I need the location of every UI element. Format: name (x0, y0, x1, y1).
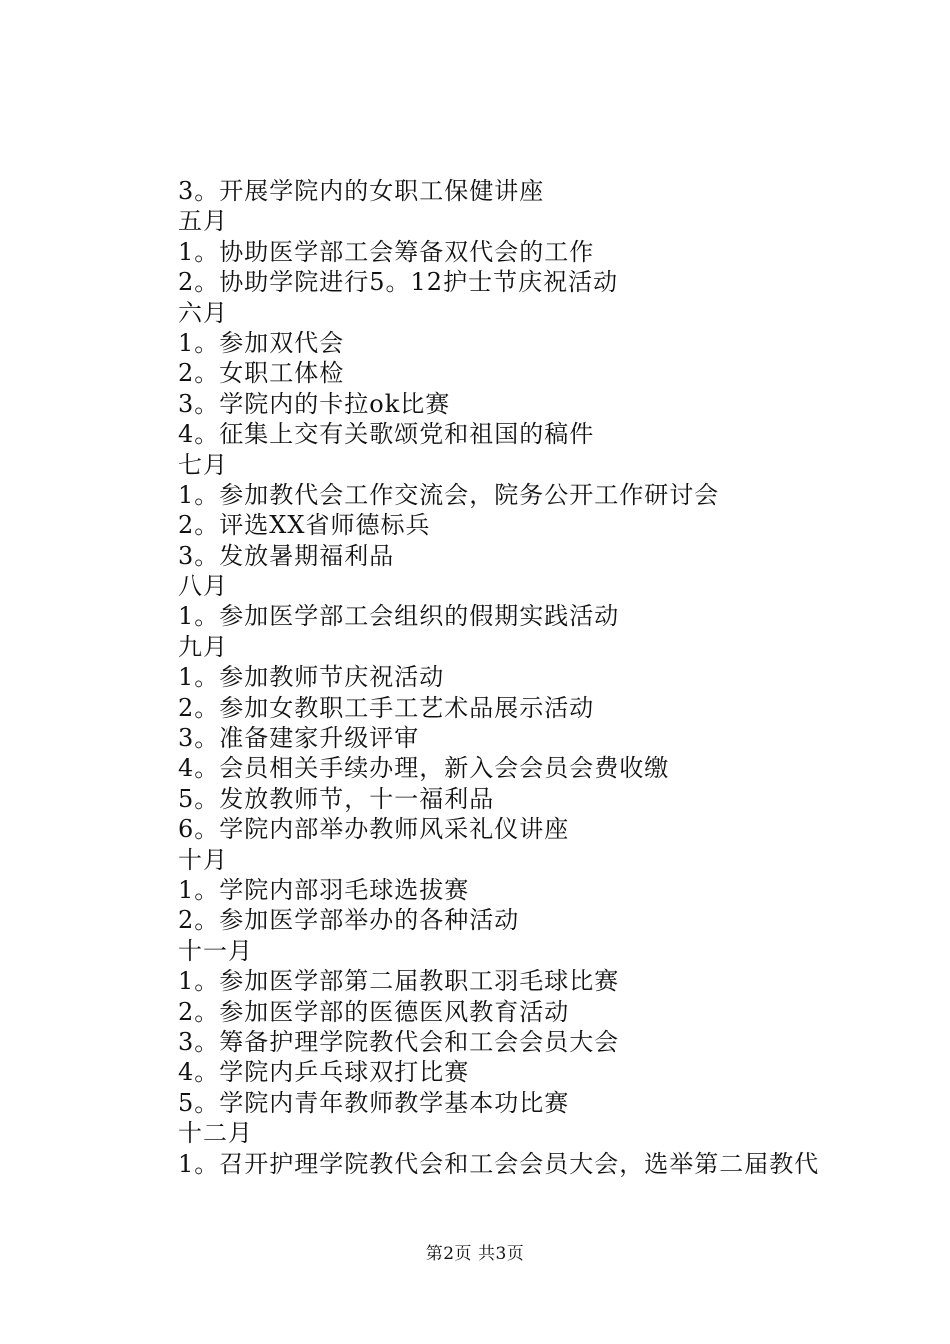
text-line: 3。筹备护理学院教代会和工会会员大会 (178, 1027, 620, 1056)
text-line: 2。女职工体检 (178, 359, 345, 388)
page-number-footer: 第2页 共3页 (425, 1244, 525, 1264)
text-line: 2。评选XX省师德标兵 (178, 511, 431, 540)
text-line: 2。参加医学部的医德医风教育活动 (178, 997, 570, 1026)
text-line: 2。协助学院进行5。12护士节庆祝活动 (178, 268, 619, 297)
text-line: 1。参加教师节庆祝活动 (178, 663, 445, 692)
text-line: 4。会员相关手续办理，新入会会员会费收缴 (178, 754, 670, 783)
text-line: 1。参加双代会 (178, 328, 345, 357)
text-line: 1。学院内部羽毛球选拔赛 (178, 875, 470, 904)
month-heading: 十月 (178, 845, 228, 874)
text-line: 6。学院内部举办教师风采礼仪讲座 (178, 815, 570, 844)
text-line: 1。参加医学部第二届教职工羽毛球比赛 (178, 967, 620, 996)
month-heading: 十一月 (178, 936, 253, 965)
text-line: 4。学院内乒乓球双打比赛 (178, 1058, 470, 1087)
text-line: 5。学院内青年教师教学基本功比赛 (178, 1088, 570, 1117)
text-line: 3。学院内的卡拉ok比赛 (178, 389, 451, 418)
text-line: 1。参加医学部工会组织的假期实践活动 (178, 602, 620, 631)
month-heading: 五月 (178, 207, 228, 236)
month-heading: 七月 (178, 450, 228, 479)
text-line: 3。发放暑期福利品 (178, 541, 395, 570)
text-line: 5。发放教师节，十一福利品 (178, 784, 495, 813)
text-line: 3。开展学院内的女职工保健讲座 (178, 177, 545, 205)
text-line: 2。参加医学部举办的各种活动 (178, 906, 520, 935)
text-line: 3。准备建家升级评审 (178, 724, 420, 753)
document-body (178, 176, 878, 1179)
month-heading: 八月 (178, 572, 228, 601)
month-heading: 九月 (178, 632, 228, 661)
text-line: 1。参加教代会工作交流会，院务公开工作研讨会 (178, 480, 720, 509)
text-line: 1。协助医学部工会筹备双代会的工作 (178, 237, 595, 266)
month-heading: 十二月 (178, 1119, 253, 1148)
text-line: 1。召开护理学院教代会和工会会员大会，选举第二届教代 (178, 1149, 820, 1178)
text-line: 4。征集上交有关歌颂党和祖国的稿件 (178, 420, 595, 449)
month-heading: 六月 (178, 298, 228, 327)
text-line: 2。参加女教职工手工艺术品展示活动 (178, 693, 595, 722)
